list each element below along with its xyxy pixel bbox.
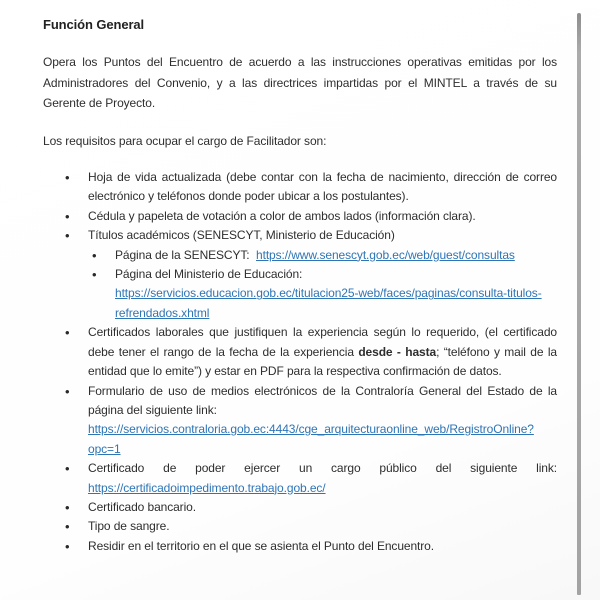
intro-paragraph: Opera los Puntos del Encuentro de acuerdo a las instrucciones operativas emitidas por los Administradores del Convenio, y a las directrices impartidas por el MINTEL a través de su Gerente de Proyecto.: [43, 55, 557, 111]
hyperlink[interactable]: https://certificadoimpedimento.trabajo.gob.ec/: [88, 480, 326, 495]
requirement-item: [43, 207, 557, 226]
table-border-line: [577, 13, 581, 595]
requirement-item: [43, 168, 557, 207]
requirement-text: Página del Ministerio de Educación:: [115, 267, 303, 282]
requirement-item: [43, 382, 557, 460]
hyperlink[interactable]: https://servicios.contraloria.gob.ec:4443/cge_arquitecturaonline_web/RegistroOnline?opc=1: [88, 422, 534, 456]
hyperlink[interactable]: https://www.senescyt.gob.ec/web/guest/consultas: [256, 247, 515, 262]
requirement-item: [43, 226, 557, 245]
requirement-text: desde - hasta: [358, 344, 437, 359]
document-content: [43, 15, 557, 556]
requirement-text: ; “teléfono y mail de la entidad que lo emite”) y estar en PDF para la respectiva confirmación de datos.: [88, 344, 557, 379]
requirement-text: Residir en el territorio en el que se asienta el Punto del Encuentro.: [88, 538, 434, 553]
requirements-lead: Los requisitos para ocupar el cargo de Facilitador son:: [43, 133, 327, 148]
requirement-item: [43, 537, 557, 556]
requirements-list: [43, 168, 557, 556]
requirement-item: [43, 246, 557, 265]
requirement-text: Formulario de uso de medios electrónicos de la Contraloría General del Estado de la página del siguiente link:: [88, 383, 557, 417]
requirement-text: Tipo de sangre.: [88, 519, 170, 534]
requirement-item: [43, 459, 557, 498]
requirement-text: Títulos académicos (SENESCYT, Ministerio de Educación): [88, 228, 395, 243]
requirement-text: Cédula y papeleta de votación a color de ambos lados (información clara).: [88, 208, 476, 223]
requirement-item: [43, 517, 557, 536]
requirement-text: Página de la SENESCYT:: [115, 247, 257, 262]
requirement-item: [43, 498, 557, 517]
page-title: Función General: [43, 17, 145, 32]
requirement-text: Certificado bancario.: [88, 499, 196, 514]
requirement-text: Hoja de vida actualizada (debe contar con la fecha de nacimiento, dirección de correo electrónico y teléfonos donde poder ubicar a los postulantes).: [88, 170, 557, 204]
requirement-text: Certificado de poder ejercer un cargo público del siguiente link:: [88, 461, 557, 476]
requirement-item: [43, 265, 557, 323]
requirement-item: [43, 323, 557, 381]
hyperlink[interactable]: https://servicios.educacion.gob.ec/titulacion25-web/faces/paginas/consulta-titulos-refrendados.xhtml: [115, 286, 542, 320]
requirement-text: Certificados laborales que justifiquen la experiencia según lo requerido, (el certificado debe tener el rango de la fecha de la experiencia: [88, 325, 557, 359]
